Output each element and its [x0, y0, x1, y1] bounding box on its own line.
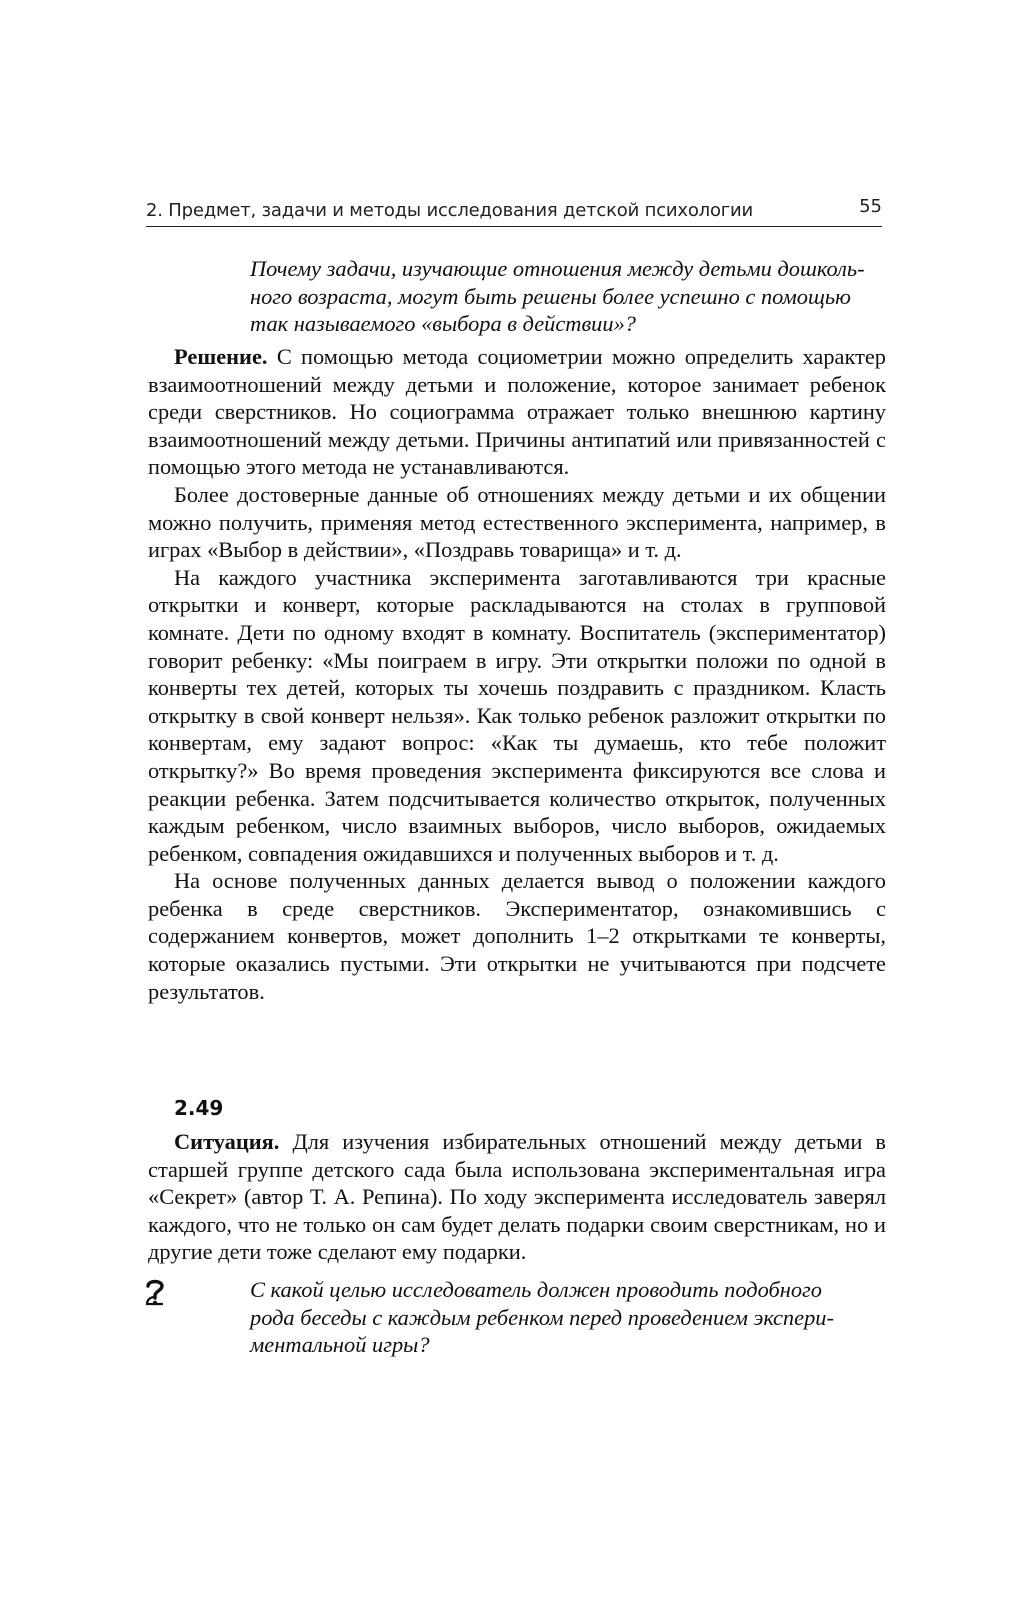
chapter-title: 2. Предмет, задачи и методы исследования детской психологии — [146, 200, 754, 221]
question-2-line: С какой целью исследователь должен проводить подобного — [250, 1277, 822, 1302]
running-header — [146, 196, 882, 227]
situation-paragraph — [148, 1128, 886, 1266]
question-1-line: Почему задачи, изучающие отношения между детьми дошколь- — [250, 256, 865, 281]
question-1-line: ного возраста, могут быть решены более успешно с помощью — [250, 283, 851, 309]
solution-paragraph-1 — [148, 343, 886, 481]
solution-paragraph-2: Более достоверные данные об отношениях между детьми и их общении можно получить, применяя метод естественного эксперимента, например, в играх «Выбор в действии», «Поздравь товарища» и т. д. — [148, 481, 886, 563]
question-2 — [250, 1276, 884, 1359]
solution-block — [148, 343, 886, 1005]
question-1 — [250, 255, 884, 338]
situation-block — [148, 1128, 886, 1266]
solution-label: Решение. — [174, 344, 268, 369]
section-number: 2.49 — [174, 1096, 224, 1120]
question-1-line: так называемого «выбора в действии»? — [250, 311, 636, 337]
page-number: 55 — [859, 196, 882, 217]
question-2-line: ментальной игры? — [250, 1332, 430, 1358]
solution-text-1: С помощью метода социометрии можно определить характер взаимоотношений между детьми и положение, которое занимает ребенок среди сверстников. Но социограмма отражает только внешнюю картину взаимоотношений между детьми. Причины антипатий или привязанностей с помощью этого метода не устанавливаются. — [148, 344, 886, 480]
solution-paragraph-3: На каждого участника эксперимента заготавливаются три красные открытки и конверт, которые раскладываются на столах в групповой комнате. Дети по одному входят в комнату. Воспитатель (экспериментатор) говорит ребенку: «Мы поиграем в игру. Эти открытки положи по одной в конверты тех детей, которых ты хочешь поздравить с праздником. Класть открытку в свой конверт нельзя». Как только ребенок разложит открытки по конвертам, ему задают вопрос: «Как ты думаешь, кто тебе положит открытку?» Во время проведения эксперимента фиксируются все слова и реакции ребенка. Затем подсчитывается количество открыток, полученных каждым ребенком, число взаимных выборов, число выборов, ожидаемых ребенком, совпадения ожидавшихся и полученных выборов и т. д. — [148, 564, 886, 866]
situation-text: Для изучения избирательных отношений между детьми в старшей группе детского сада была использована экспериментальная игра «Секрет» (автор Т. А. Репина). По ходу эксперимента исследователь заверял каждого, что не только он сам будет делать подарки своим сверстникам, но и другие дети тоже сделают ему подарки. — [148, 1129, 886, 1265]
question-mark-icon — [144, 1278, 166, 1308]
question-2-line: рода беседы с каждым ребенком перед проведением экспери- — [250, 1304, 834, 1330]
situation-label: Ситуация. — [174, 1129, 280, 1154]
solution-paragraph-4: На основе полученных данных делается вывод о положении каждого ребенка в среде сверстников. Экспериментатор, ознакомившись с содержанием конвертов, может дополнить 1–2 открытками те конверты, которые оказались пустыми. Эти открытки не учитываются при подсчете результатов. — [148, 868, 886, 1004]
